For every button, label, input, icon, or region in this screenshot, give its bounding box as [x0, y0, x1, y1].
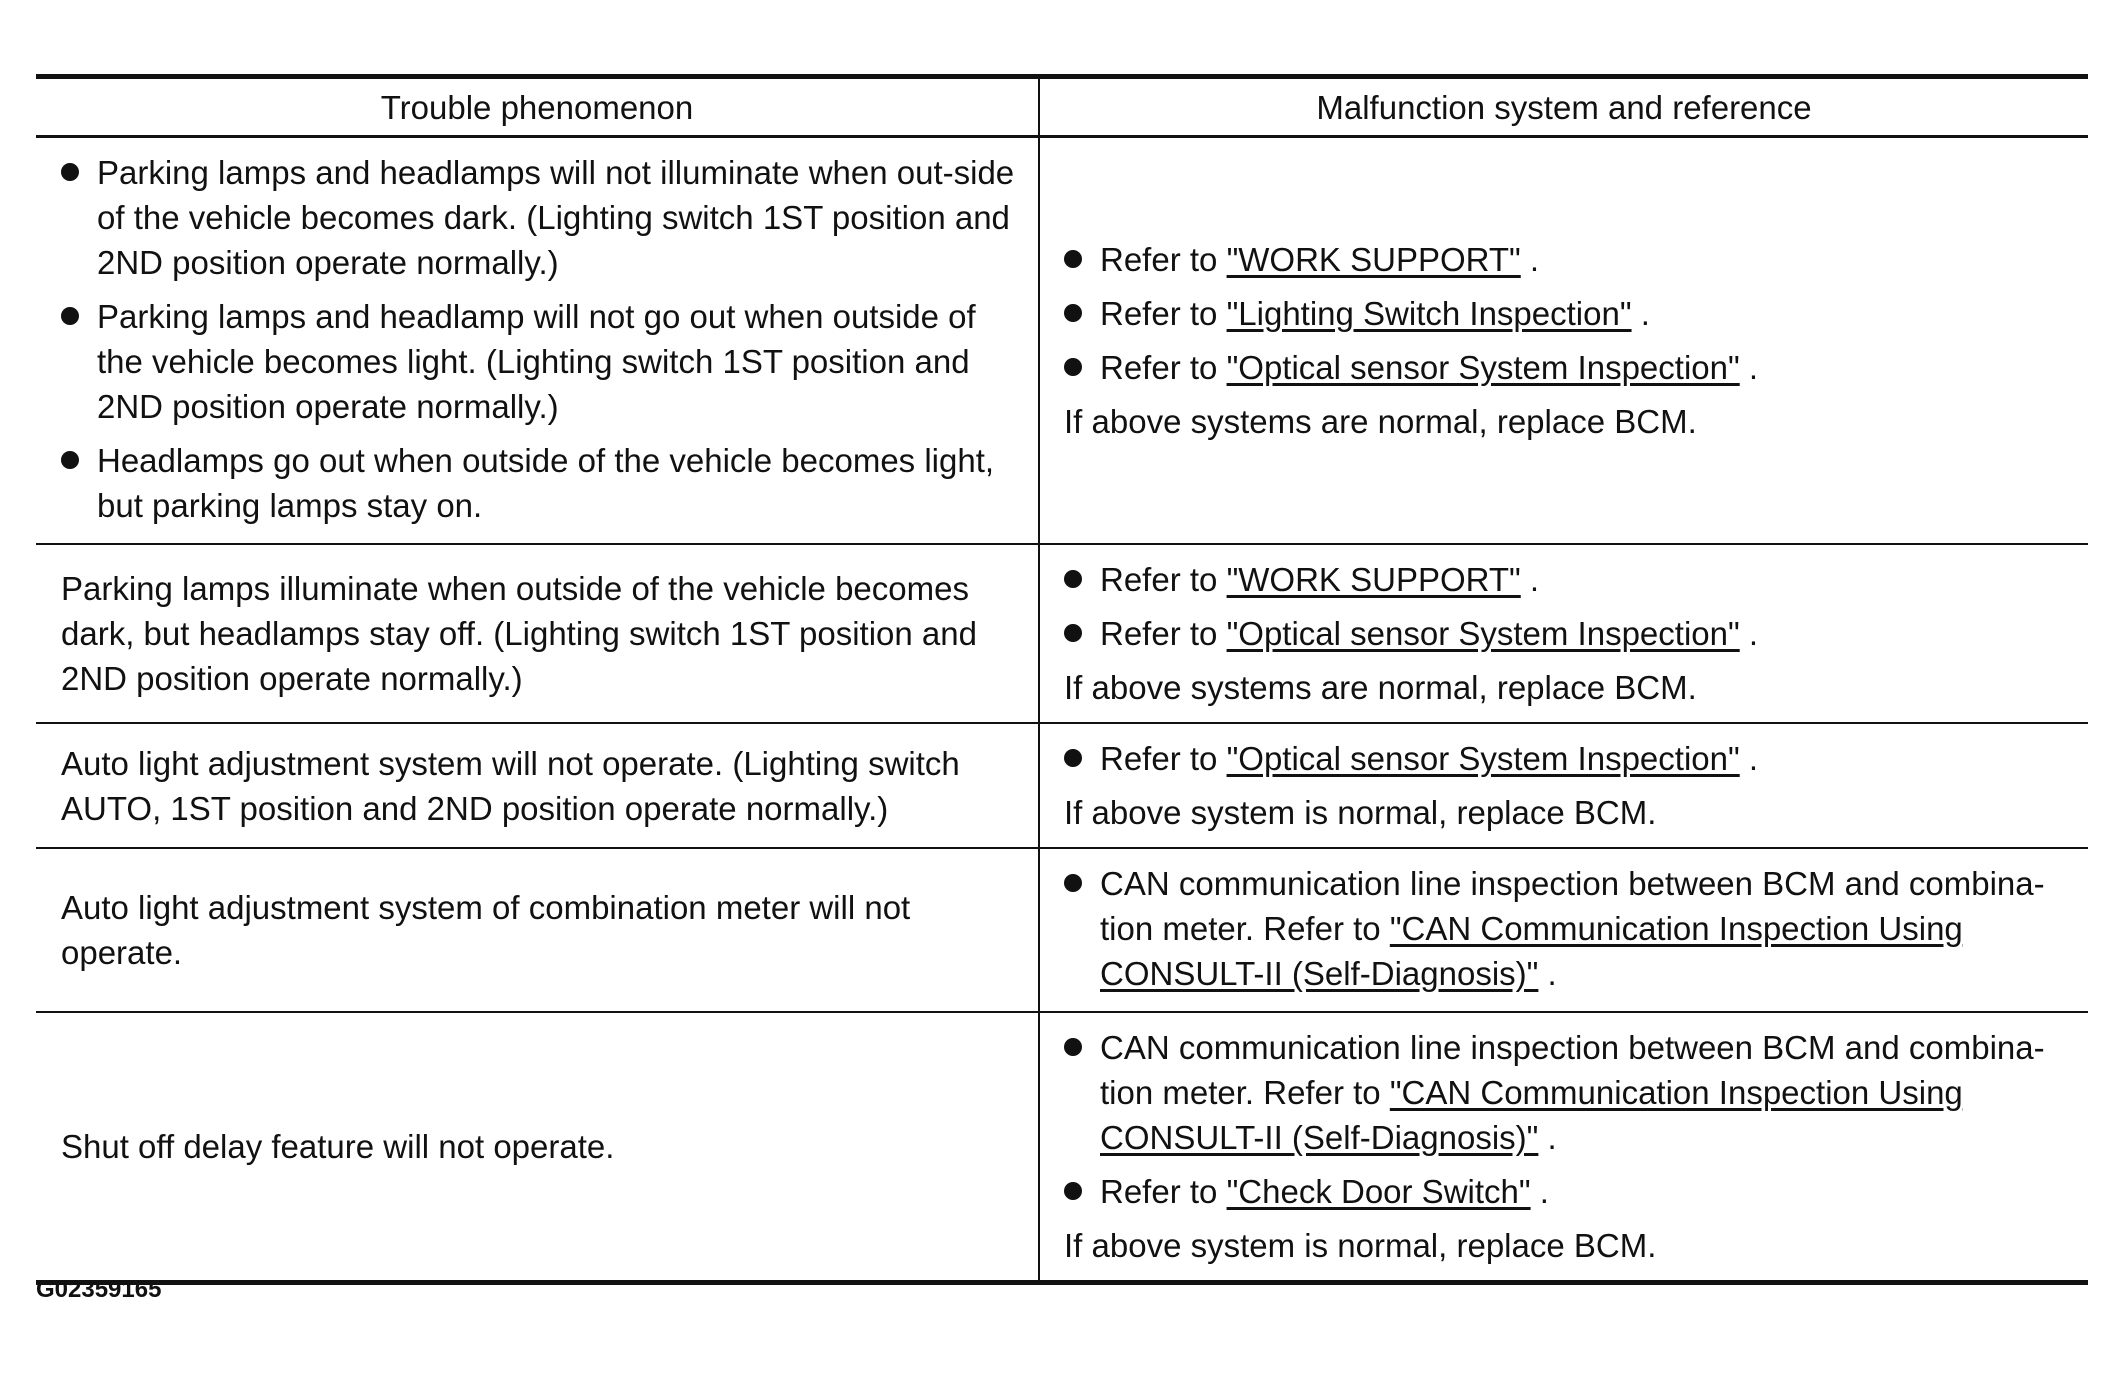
symptom-item: Headlamps go out when outside of the vehicle becomes light, but parking lamps stay on. [61, 438, 1020, 528]
reference-cell [1039, 723, 2088, 848]
replace-bcm-note: If above systems are normal, replace BCM. [1064, 669, 1697, 706]
symptom-cell: Shut off delay feature will not operate. [36, 1012, 1039, 1283]
table-row [36, 137, 2088, 545]
bullet-icon [1064, 250, 1082, 268]
bullet-icon [1064, 749, 1082, 767]
work-support-link[interactable]: "WORK SUPPORT" [1226, 241, 1521, 278]
reference-cell [1039, 544, 2088, 723]
header-trouble-phenomenon: Trouble phenomenon [36, 77, 1039, 137]
reference-item: Refer to "Optical sensor System Inspection" . [1064, 611, 2068, 656]
trouble-diagnosis-table [36, 74, 2088, 1285]
bullet-icon [1064, 304, 1082, 322]
symptom-item: Parking lamps and headlamps will not illuminate when out-side of the vehicle becomes dark. (Lighting switch 1ST position and 2ND position operate normally.) [61, 150, 1020, 285]
reference-item: Refer to "Check Door Switch" . [1064, 1169, 2068, 1214]
reference-cell [1039, 848, 2088, 1012]
reference-item: CAN communication line inspection between BCM and combina-tion meter. Refer to "CAN Communication Inspection Using CONSULT-II (Self-Diagnosis)" . [1064, 1025, 2068, 1160]
replace-bcm-note: If above system is normal, replace BCM. [1064, 1227, 1657, 1264]
header-malfunction-reference: Malfunction system and reference [1039, 77, 2088, 137]
symptom-cell [36, 137, 1039, 545]
reference-item: Refer to "WORK SUPPORT" . [1064, 557, 2068, 602]
replace-bcm-note: If above systems are normal, replace BCM. [1064, 403, 1697, 440]
can-communication-inspection-link[interactable]: "CAN Communication Inspection Using CONSULT-II (Self-Diagnosis)" [1100, 910, 1963, 992]
optical-sensor-inspection-link[interactable]: "Optical sensor System Inspection" [1226, 349, 1740, 386]
bullet-icon [1064, 1182, 1082, 1200]
table-row [36, 1012, 2088, 1283]
work-support-link[interactable]: "WORK SUPPORT" [1226, 561, 1521, 598]
bullet-icon [61, 307, 79, 325]
reference-cell [1039, 137, 2088, 545]
check-door-switch-link[interactable]: "Check Door Switch" [1226, 1173, 1531, 1210]
trouble-table-container [36, 74, 2088, 1285]
symptom-cell: Auto light adjustment system will not operate. (Lighting switch AUTO, 1ST position and 2ND position operate normally.) [36, 723, 1039, 848]
table-row [36, 723, 2088, 848]
header-row [36, 77, 2088, 137]
can-communication-inspection-link[interactable]: "CAN Communication Inspection Using CONSULT-II (Self-Diagnosis)" [1100, 1074, 1963, 1156]
bullet-icon [61, 163, 79, 181]
reference-item: Refer to "Optical sensor System Inspection" . [1064, 736, 2068, 781]
bullet-icon [61, 451, 79, 469]
bullet-icon [1064, 358, 1082, 376]
symptom-cell: Parking lamps illuminate when outside of the vehicle becomes dark, but headlamps stay off. (Lighting switch 1ST position and 2ND position operate normally.) [36, 544, 1039, 723]
bullet-icon [1064, 1038, 1082, 1056]
table-row [36, 848, 2088, 1012]
reference-item: Refer to "WORK SUPPORT" . [1064, 237, 2068, 282]
reference-item: Refer to "Lighting Switch Inspection" . [1064, 291, 2068, 336]
bullet-icon [1064, 570, 1082, 588]
replace-bcm-note: If above system is normal, replace BCM. [1064, 794, 1657, 831]
symptom-item: Parking lamps and headlamp will not go out when outside of the vehicle becomes light. (Lighting switch 1ST position and 2ND position operate normally.) [61, 294, 1020, 429]
optical-sensor-inspection-link[interactable]: "Optical sensor System Inspection" [1226, 740, 1740, 777]
lighting-switch-inspection-link[interactable]: "Lighting Switch Inspection" [1226, 295, 1632, 332]
symptom-cell: Auto light adjustment system of combination meter will not operate. [36, 848, 1039, 1012]
optical-sensor-inspection-link[interactable]: "Optical sensor System Inspection" [1226, 615, 1740, 652]
table-row [36, 544, 2088, 723]
reference-cell [1039, 1012, 2088, 1283]
figure-id: G02359165 [36, 1276, 162, 1303]
bullet-icon [1064, 874, 1082, 892]
reference-item: Refer to "Optical sensor System Inspection" . [1064, 345, 2068, 390]
bullet-icon [1064, 624, 1082, 642]
reference-item: CAN communication line inspection between BCM and combina-tion meter. Refer to "CAN Communication Inspection Using CONSULT-II (Self-Diagnosis)" . [1064, 861, 2068, 996]
